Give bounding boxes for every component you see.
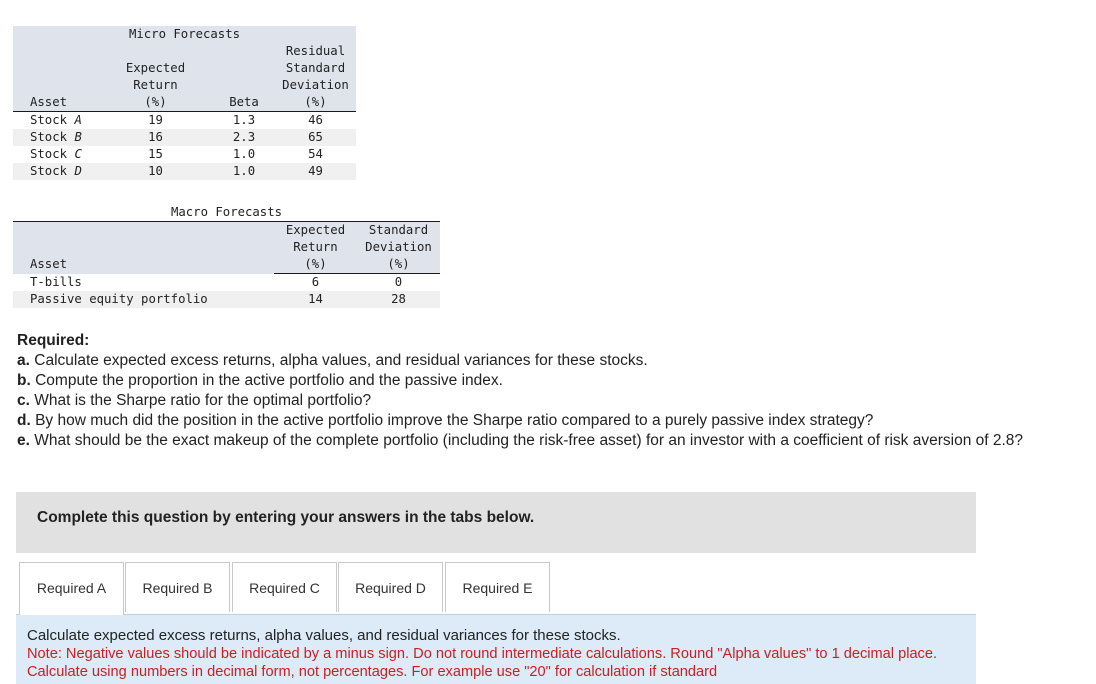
- asset-letter: B: [74, 130, 82, 144]
- residual-sd-cell: 65: [275, 129, 356, 146]
- micro-table-title: Micro Forecasts: [13, 26, 356, 43]
- asset-letter: C: [74, 147, 82, 161]
- item-text: What should be the exact makeup of the complete portfolio (including the risk-free asset) for an investor with a coefficient of risk aversion of 2.8?: [34, 432, 1024, 449]
- required-item-d: [17, 411, 1067, 431]
- tab-panel: [16, 614, 976, 684]
- item-text: What is the Sharpe ratio for the optimal portfolio?: [34, 392, 372, 409]
- panel-note: Note: Negative values should be indicated by a minus sign. Do not round intermediate calculations. Round "Alpha values" to 1 decimal place. Calculate using numbers in decimal form, not percentages. For example use "20" for calculation if standard: [27, 646, 938, 680]
- item-text: Compute the proportion in the active portfolio and the passive index.: [35, 372, 503, 389]
- beta-cell: 1.0: [232, 147, 256, 161]
- macro-sd-header-1: Standard: [357, 222, 440, 240]
- item-label: e.: [17, 432, 30, 449]
- beta-cell: 2.3: [213, 129, 275, 146]
- expected-return-cell: 10: [98, 163, 213, 180]
- required-heading: Required:: [17, 332, 90, 349]
- item-label: a.: [17, 352, 30, 369]
- macro-expected-return-cell: 6: [311, 275, 320, 289]
- residual-sd-cell: 49: [275, 163, 356, 180]
- macro-sd-header-2: Deviation: [357, 239, 440, 256]
- table-row: [13, 291, 440, 308]
- item-label: c.: [17, 392, 30, 409]
- item-text: Calculate expected excess returns, alpha values, and residual variances for these stocks.: [34, 352, 648, 369]
- instructions-text: Complete this question by entering your answers in the tabs below.: [37, 509, 535, 526]
- macro-forecasts-table: [13, 204, 440, 308]
- tab-required-e[interactable]: Required E: [445, 562, 550, 612]
- asset-header: Asset: [13, 94, 98, 112]
- table-row: [13, 163, 356, 180]
- beta-cell: 1.3: [232, 113, 256, 127]
- panel-description: Calculate expected excess returns, alpha values, and residual variances for these stocks.: [27, 627, 621, 644]
- item-label: d.: [17, 412, 31, 429]
- required-item-a: [17, 351, 1067, 371]
- residual-header-2: Standard: [275, 60, 356, 77]
- beta-header: Beta: [213, 94, 275, 112]
- residual-header-4: (%): [275, 94, 356, 112]
- beta-cell: 1.0: [213, 163, 275, 180]
- required-item-b: [17, 371, 1067, 391]
- expected-header-1: Expected: [98, 60, 213, 77]
- table-row: [13, 129, 356, 146]
- macro-expected-header-2: Return: [274, 239, 357, 256]
- instructions-bar: [16, 492, 976, 553]
- macro-table-title: Macro Forecasts: [13, 204, 440, 222]
- required-item-c: [17, 391, 1067, 411]
- table-row: [13, 146, 356, 163]
- asset-name: Stock: [30, 130, 68, 144]
- table-row: [13, 112, 356, 130]
- tab-required-a[interactable]: Required A: [19, 562, 124, 615]
- item-text: By how much did the position in the active portfolio improve the Sharpe ratio compared to a purely passive index strategy?: [35, 412, 874, 429]
- macro-sd-cell: 28: [357, 291, 440, 308]
- macro-expected-return-cell: 14: [274, 291, 357, 308]
- micro-forecasts-table: [13, 26, 356, 180]
- asset-letter: A: [74, 113, 82, 127]
- required-section: [17, 331, 1067, 451]
- expected-return-cell: 19: [148, 113, 163, 127]
- tab-required-b[interactable]: Required B: [125, 562, 230, 612]
- expected-return-cell: 16: [98, 129, 213, 146]
- macro-sd-cell: 0: [394, 275, 403, 289]
- macro-asset-cell: T-bills: [30, 274, 82, 289]
- asset-name: Stock: [30, 113, 68, 127]
- tab-required-d[interactable]: Required D: [338, 562, 443, 612]
- expected-header-3: (%): [98, 94, 213, 112]
- residual-sd-cell: 46: [308, 113, 323, 127]
- tab-required-c[interactable]: Required C: [232, 562, 337, 612]
- residual-sd-cell: 54: [308, 147, 323, 161]
- expected-return-cell: 15: [148, 147, 163, 161]
- macro-expected-header-1: Expected: [274, 222, 357, 240]
- asset-letter: D: [74, 164, 82, 178]
- residual-header-3: Deviation: [275, 77, 356, 94]
- asset-name: Stock: [30, 147, 68, 161]
- macro-asset-cell: Passive equity portfolio: [13, 291, 274, 308]
- expected-header-2: Return: [98, 77, 213, 94]
- required-item-e: [17, 431, 1067, 451]
- macro-asset-header: Asset: [13, 256, 274, 274]
- residual-header-1: Residual: [275, 43, 356, 60]
- asset-name: Stock: [30, 164, 68, 178]
- table-row: [13, 274, 440, 292]
- item-label: b.: [17, 372, 31, 389]
- macro-sd-header-3: (%): [357, 256, 440, 274]
- macro-expected-header-3: (%): [274, 256, 357, 274]
